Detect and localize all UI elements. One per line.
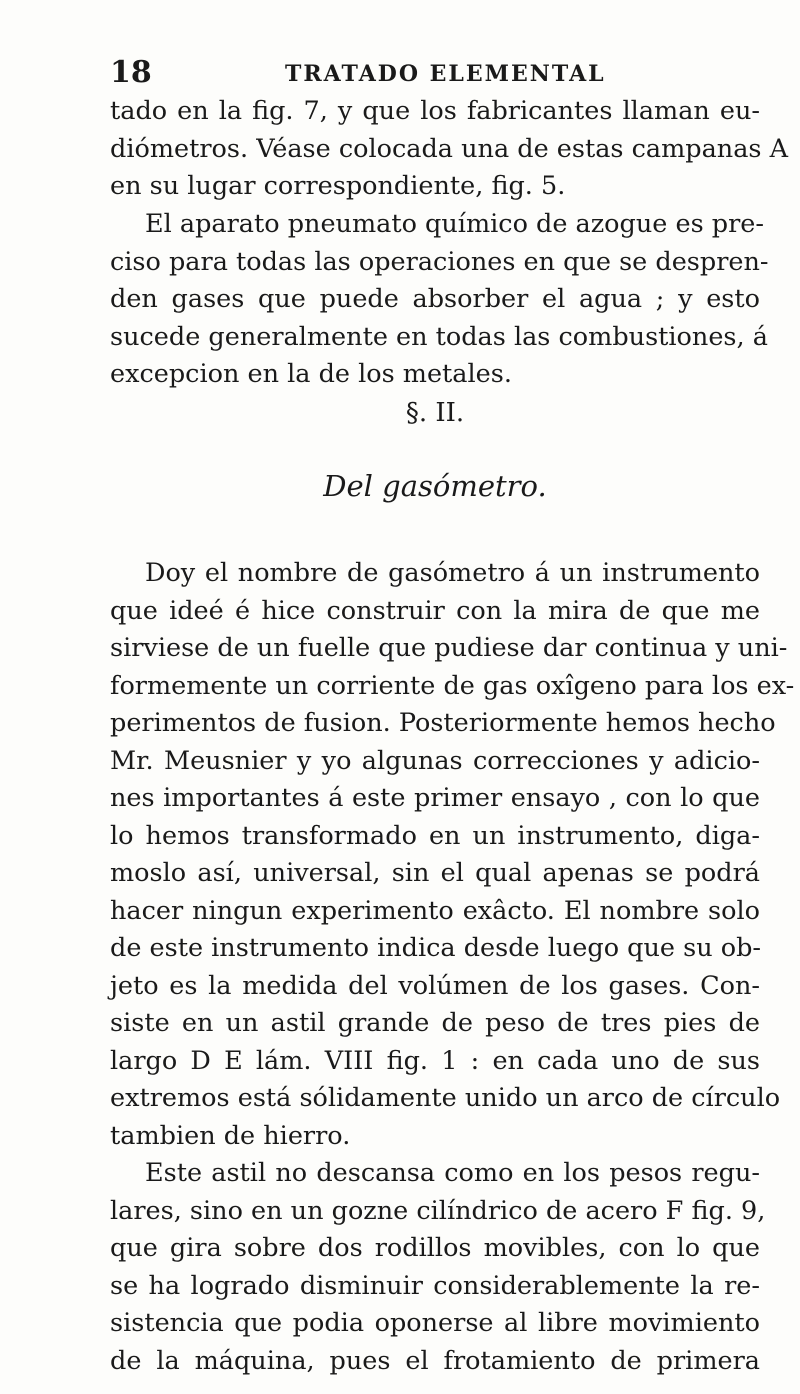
text-line: ciso para todas las operaciones en que se despren- (110, 246, 769, 277)
section-title: Del gasómetro. (323, 469, 547, 503)
page-header (110, 55, 735, 91)
paragraph-2 (110, 206, 769, 394)
text-line: Este astil no descansa como en los pesos regu- (145, 1158, 760, 1188)
text-line: nes importantes á este primer ensayo , con lo que (110, 783, 760, 813)
text-line: extremos está sólidamente unido un arco de círculo (110, 1083, 781, 1113)
text-line: jeto es la medida del volúmen de los gases. Con- (110, 970, 760, 1001)
text-line: siste en un astil grande de peso de tres pies de (110, 1008, 760, 1038)
paragraph-3 (110, 555, 795, 1155)
text-line: El aparato pneumato químico de azogue es pre- (145, 209, 764, 239)
running-title: TRATADO ELEMENTAL (285, 61, 606, 87)
text-line: perimentos de fusion. Posteriormente hemos hecho (110, 708, 776, 738)
text-line: de este instrumento indica desde luego que su ob- (110, 933, 762, 963)
text-line: tado en la fig. 7, y que los fabricantes llaman eu- (110, 96, 760, 126)
paragraph-4 (110, 1155, 766, 1380)
text-line: tambien de hierro. (110, 1120, 351, 1151)
paragraph-1 (110, 93, 789, 206)
section-number: §. II. (405, 398, 465, 428)
text-line: hacer ningun experimento exâcto. El nombre solo (110, 895, 760, 926)
text-line: se ha logrado disminuir considerablemente la re- (110, 1270, 760, 1301)
text-line: excepcion en la de los metales. (110, 359, 512, 389)
text-line: de la máquina, pues el frotamiento de primera (110, 1345, 760, 1376)
text-line: formemente un corriente de gas oxîgeno para los ex- (110, 670, 795, 701)
text-line: lo hemos transformado en un instrumento, diga- (110, 820, 760, 851)
text-line: sirviese de un fuelle que pudiese dar continua y uni- (110, 633, 788, 663)
text-line: lares, sino en un gozne cilíndrico de acero F fig. 9, (110, 1195, 766, 1226)
text-line: moslo así, universal, sin el qual apenas se podrá (110, 858, 760, 888)
text-line: Mr. Meusnier y yo algunas correcciones y adicio- (110, 745, 760, 776)
text-line: en su lugar correspondiente, fig. 5. (110, 171, 566, 201)
text-line: largo D E lám. VIII fig. 1 : en cada uno de sus (110, 1045, 760, 1076)
text-line: Doy el nombre de gasómetro á un instrumento (145, 558, 760, 588)
page-number: 18 (110, 55, 152, 90)
text-line: sistencia que podia oponerse al libre movimiento (110, 1308, 760, 1338)
text-line: den gases que puede absorber el agua ; y esto (110, 284, 760, 314)
text-line: diómetros. Véase colocada una de estas campanas A (110, 133, 789, 164)
text-line: que ideé é hice construir con la mira de que me (110, 595, 760, 626)
text-line: que gira sobre dos rodillos movibles, con lo que (110, 1233, 760, 1263)
text-line: sucede generalmente en todas las combustiones, á (110, 321, 768, 352)
